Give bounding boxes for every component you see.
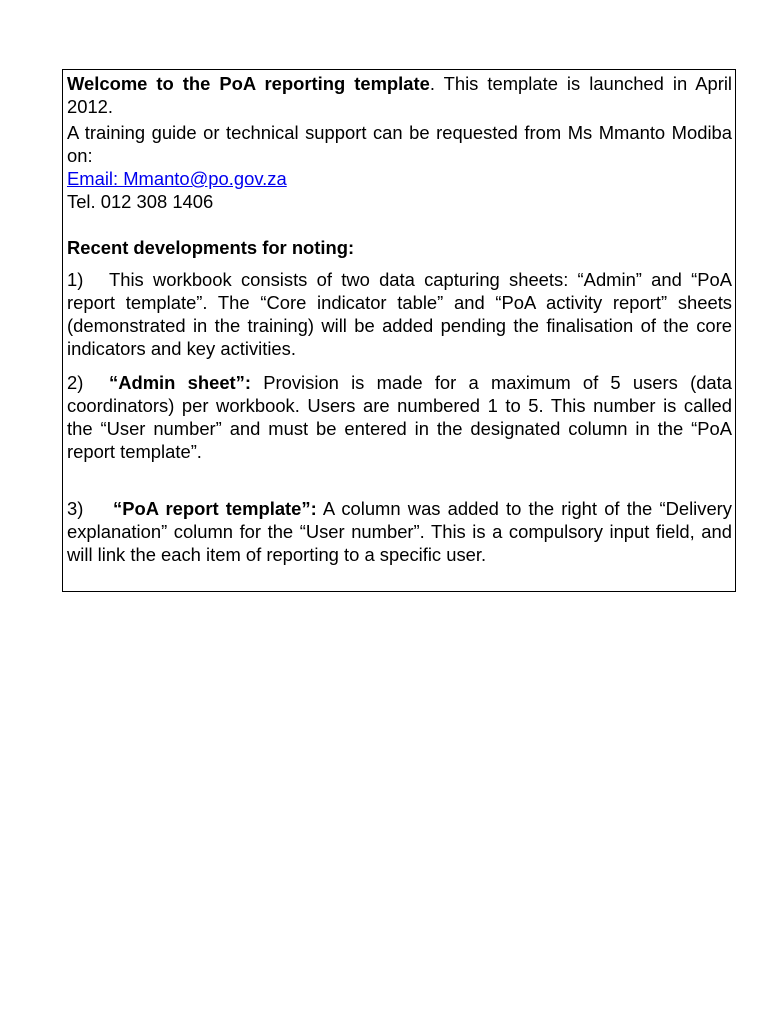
development-item-3 [67,497,732,566]
email-link[interactable]: Email: Mmanto@po.gov.za [67,168,287,189]
item-number: 1) [67,269,84,290]
notice-box [62,69,736,592]
item-bold-label: “PoA report template”: [113,498,317,519]
item-text: A column was added to the right of the “Delivery explanation” column for the “User number”. This is a compulsory input field, and will link the each item of reporting to a specific user. [67,498,733,565]
item-bold-label: “Admin sheet”: [109,372,251,393]
item-text: Provision is made for a maximum of 5 users (data coordinators) per workbook. Users are numbered 1 to 5. This number is called the “User number” and must be entered in the designated column in the “PoA report template”. [67,372,732,462]
recent-developments-heading: Recent developments for noting: [67,237,355,258]
telephone-line: Tel. 012 308 1406 [67,191,214,212]
item-number: 3) [67,498,84,519]
welcome-paragraph [67,72,732,118]
welcome-title: Welcome to the PoA reporting template [67,73,430,94]
training-guide-text: A training guide or technical support can be requested from Ms Mmanto Modiba on: [67,122,732,166]
email-line [67,167,732,190]
welcome-text: . This template is launched in April 2012. [67,73,732,117]
development-item-2 [67,371,732,463]
development-item-1 [67,268,732,360]
item-number: 2) [67,372,84,393]
item-text: This workbook consists of two data capturing sheets: “Admin” and “PoA report template”. The “Core indicator table” and “PoA activity report” sheets (demonstrated in the training) will be added pending the finalisation of the core indicators and key activities. [67,269,732,359]
